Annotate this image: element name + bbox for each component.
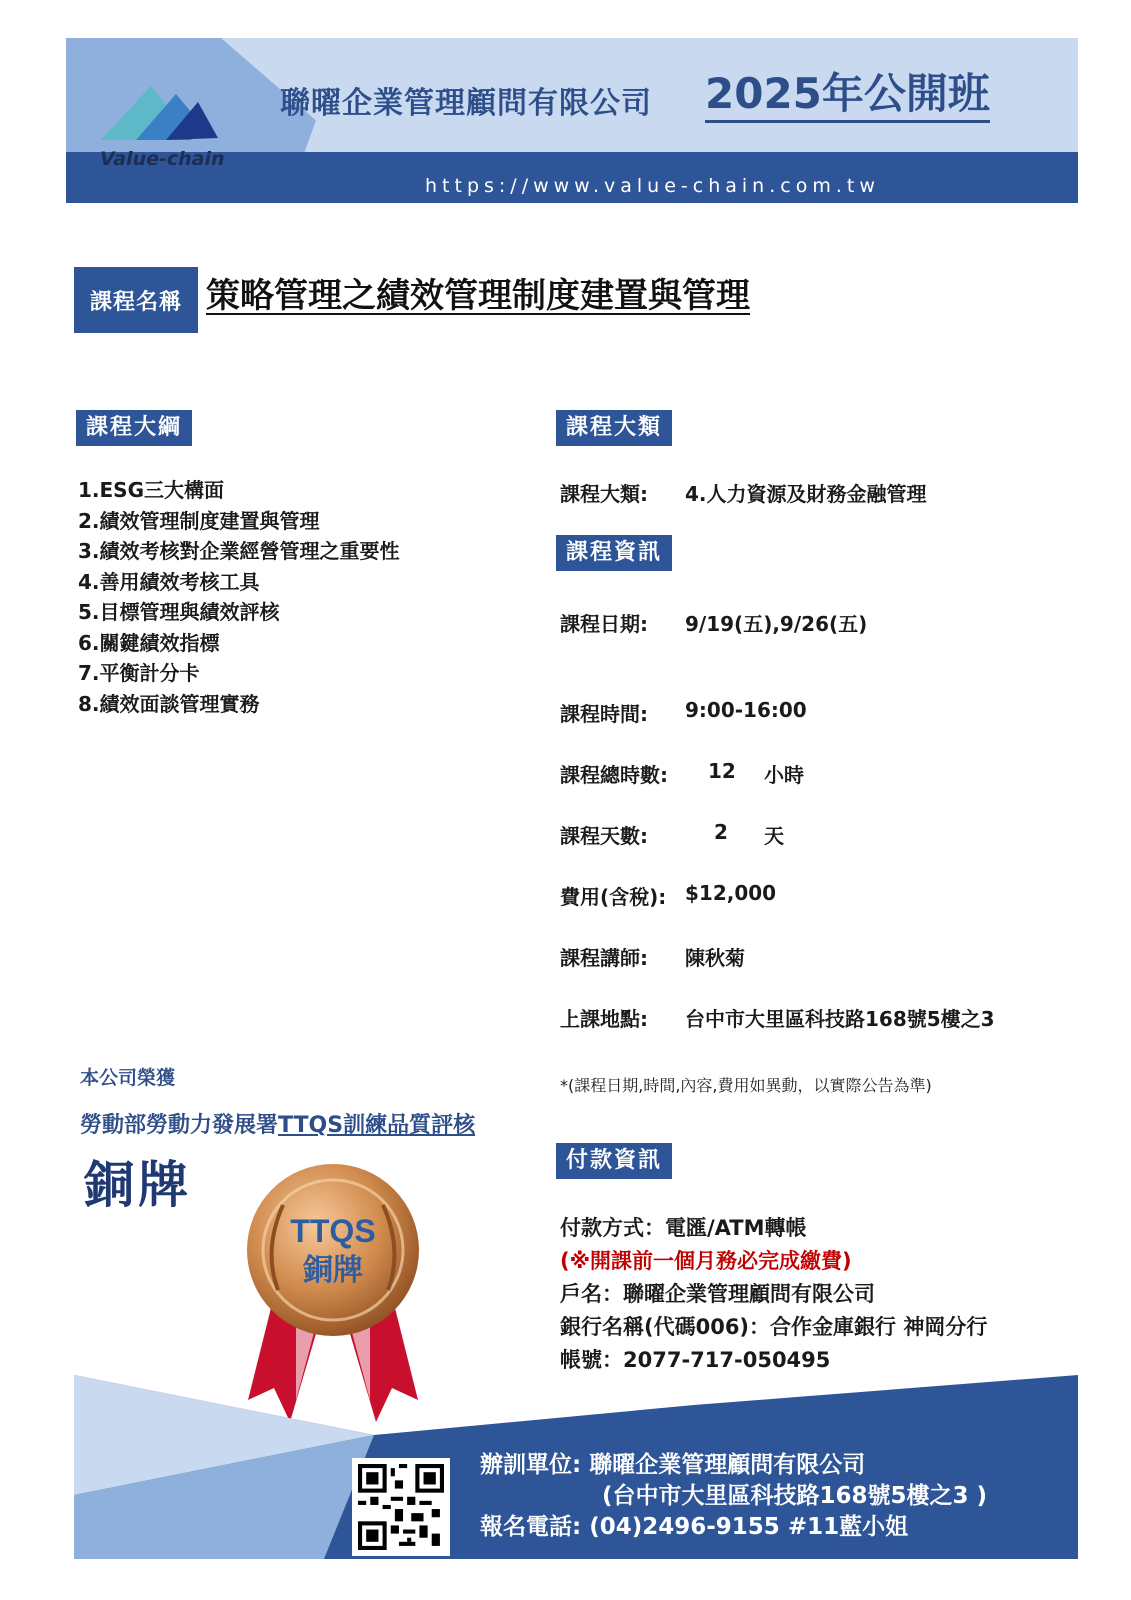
- list-item: 4.善用績效考核工具: [78, 569, 260, 594]
- award-title: 銅牌: [84, 1156, 192, 1214]
- days-row: [560, 820, 784, 849]
- hours-label: 課程總時數:: [560, 763, 668, 787]
- company-name: 聯曜企業管理顧問有限公司: [280, 86, 652, 121]
- place-row: [560, 1003, 995, 1032]
- honor-line2-prefix: 勞動部勞動力發展署: [80, 1113, 279, 1138]
- place-value: 台中市大里區科技路168號5樓之3: [685, 1007, 995, 1031]
- bank-name: 銀行名稱(代碼006)：合作金庫銀行 神岡分行: [560, 1315, 988, 1339]
- days-value: 2: [714, 820, 728, 844]
- website-url[interactable]: https://www.value-chain.com.tw: [425, 175, 880, 197]
- days-unit: 天: [764, 824, 784, 848]
- category-heading: 課程大類: [556, 410, 672, 446]
- time-row: [560, 698, 807, 727]
- year-title: 2025年公開班: [705, 70, 990, 123]
- course-title: 策略管理之績效管理制度建置與管理: [206, 276, 750, 316]
- category-row: [560, 478, 927, 507]
- course-name-label: 課程名稱: [74, 267, 198, 333]
- category-value: 4.人力資源及財務金融管理: [685, 482, 927, 506]
- list-item: 8.績效面談管理實務: [78, 691, 260, 716]
- fee-label: 費用(含稅):: [560, 885, 667, 909]
- logo-text: Value-chain: [100, 148, 225, 170]
- list-item: 7.平衡計分卡: [78, 661, 200, 685]
- organizer-text: 辦訓單位: 聯曜企業管理顧問有限公司: [480, 1452, 866, 1478]
- outline-list: [78, 475, 400, 719]
- list-item: 3.績效考核對企業經營管理之重要性: [78, 539, 400, 563]
- address-text: (台中市大里區科技路168號5樓之3 ): [602, 1483, 988, 1509]
- days-label: 課程天數:: [560, 824, 648, 848]
- time-label: 課程時間:: [560, 702, 648, 726]
- disclaimer-note: *(課程日期,時間,內容,費用如異動，以實際公告為準): [560, 1076, 932, 1095]
- qr-code-icon[interactable]: [352, 1458, 450, 1556]
- honor-line1: 本公司榮獲: [80, 1067, 176, 1089]
- list-item: 6.關鍵績效指標: [78, 630, 220, 655]
- payment-details: [560, 1212, 987, 1377]
- teacher-value: 陳秋菊: [685, 946, 745, 970]
- fee-row: [560, 881, 777, 910]
- date-row: [560, 608, 868, 637]
- place-label: 上課地點:: [560, 1007, 648, 1031]
- date-label: 課程日期:: [560, 612, 648, 636]
- info-heading: 課程資訊: [556, 535, 672, 571]
- date-value: 9/19(五),9/26(五): [685, 612, 868, 636]
- list-item: 5.目標管理與績效評核: [78, 600, 280, 624]
- honor-line2-ttqs: TTQS訓練品質評核: [278, 1113, 476, 1138]
- time-value: 9:00-16:00: [685, 698, 807, 722]
- account-name: 戶名：聯曜企業管理顧問有限公司: [560, 1282, 875, 1306]
- hours-value: 12: [708, 759, 736, 783]
- honor-line2: [80, 1108, 475, 1139]
- fee-value: $12,000: [685, 881, 777, 905]
- teacher-row: [560, 942, 745, 971]
- list-item: 2.績效管理制度建置與管理: [78, 508, 320, 533]
- footer-contact: [480, 1450, 987, 1543]
- payment-warning: (※開課前一個月務必完成繳費): [560, 1249, 852, 1273]
- payment-method: 付款方式：電匯/ATM轉帳: [560, 1216, 807, 1240]
- logo-mountain-icon: [96, 78, 226, 148]
- teacher-label: 課程講師:: [560, 946, 648, 970]
- medal-bronze-text: 銅牌: [303, 1253, 363, 1288]
- hours-unit: 小時: [764, 763, 804, 787]
- hours-row: [560, 759, 804, 788]
- account-number: 帳號：2077-717-050495: [560, 1348, 831, 1372]
- list-item: 1.ESG三大構面: [78, 478, 224, 502]
- payment-heading: 付款資訊: [556, 1143, 672, 1179]
- category-label: 課程大類:: [560, 482, 648, 506]
- outline-heading: 課程大綱: [76, 410, 192, 446]
- medal-ttqs-text: TTQS: [290, 1213, 376, 1249]
- phone-text: 報名電話: (04)2496-9155 #11藍小姐: [480, 1514, 909, 1540]
